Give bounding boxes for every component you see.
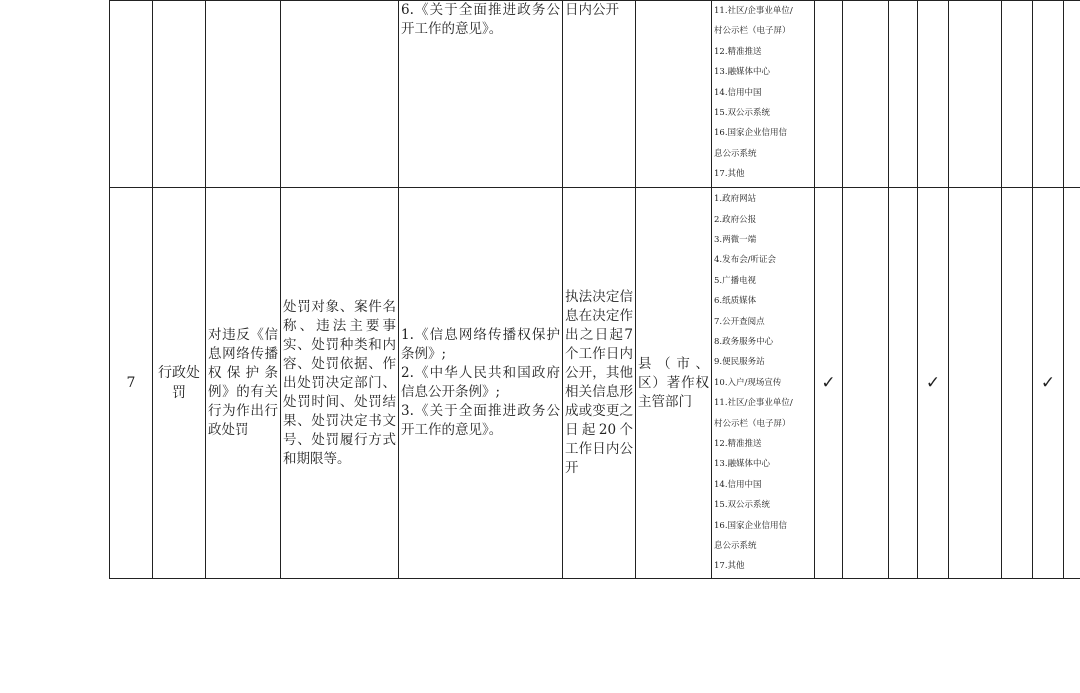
check-cell bbox=[1064, 188, 1080, 579]
basis-line: 3.《关于全面推进政务公开工作的意见》。 bbox=[401, 403, 560, 438]
channel-item: 16.国家企业信用信 bbox=[714, 128, 788, 139]
disclosure-table bbox=[109, 0, 1080, 579]
channel-item: 2.政府公报 bbox=[714, 214, 757, 225]
item-cell: 对违反《信息网络传播权保护条例》的有关行为作出行政处罚 bbox=[206, 188, 281, 579]
check-cell bbox=[1002, 1, 1033, 188]
check-cell bbox=[949, 1, 1002, 188]
basis-cell bbox=[399, 188, 563, 579]
check-cell bbox=[1033, 1, 1064, 188]
channel-item: 村公示栏（电子屏） bbox=[714, 418, 791, 429]
channel-item: 17.其他 bbox=[714, 561, 745, 572]
channel-item: 12.精准推送 bbox=[714, 46, 762, 57]
channel-item: 9.便民服务站 bbox=[714, 357, 765, 368]
table-row bbox=[110, 1, 1080, 188]
channel-item: 3.两微一端 bbox=[714, 234, 757, 245]
check-cell bbox=[889, 188, 918, 579]
content-cell: 处罚对象、案件名称、违法主要事实、处罚种类和内容、处罚依据、作出处罚决定部门、处罚时间、处罚结果、处罚决定书文号、处罚履行方式和期限等。 bbox=[281, 188, 399, 579]
channel-item: 4.发布会/听证会 bbox=[714, 255, 776, 266]
channel-item: 村公示栏（电子屏） bbox=[714, 26, 791, 37]
check-mark-icon: ✓ bbox=[815, 188, 843, 579]
check-cell bbox=[918, 1, 949, 188]
channel-item: 13.融媒体中心 bbox=[714, 67, 771, 78]
channel-item: 10.入户/现场宣传 bbox=[714, 377, 782, 388]
category-cell: 行政处罚 bbox=[153, 188, 206, 579]
check-cell bbox=[889, 1, 918, 188]
channel-item: 16.国家企业信用信 bbox=[714, 520, 788, 531]
channel-item: 17.其他 bbox=[714, 169, 745, 180]
check-cell bbox=[1002, 188, 1033, 579]
subject-cell bbox=[636, 1, 712, 188]
channel-item: 1.政府网站 bbox=[714, 194, 757, 205]
channel-cell bbox=[712, 188, 815, 579]
row-number: 7 bbox=[110, 188, 153, 579]
channel-item: 7.公开查阅点 bbox=[714, 316, 765, 327]
channel-item: 11.社区/企事业单位/ bbox=[714, 6, 793, 16]
row-number bbox=[110, 1, 153, 188]
channel-item: 14.信用中国 bbox=[714, 87, 762, 98]
category-cell bbox=[153, 1, 206, 188]
content-cell bbox=[281, 1, 399, 188]
channel-item: 息公示系统 bbox=[714, 148, 757, 159]
channel-item: 11.社区/企事业单位/ bbox=[714, 398, 793, 409]
check-cell bbox=[815, 1, 843, 188]
check-cell bbox=[843, 1, 889, 188]
check-cell bbox=[843, 188, 889, 579]
table-row bbox=[110, 188, 1080, 579]
channel-item: 13.融媒体中心 bbox=[714, 459, 771, 470]
channel-item: 14.信用中国 bbox=[714, 479, 762, 490]
channel-item: 12.精准推送 bbox=[714, 439, 762, 450]
basis-cell bbox=[399, 1, 563, 188]
basis-line: 2.《中华人民共和国政府信息公开条例》; bbox=[401, 365, 560, 400]
time-cell: 执法决定信息在决定作出之日起7个工作日内公开，其他相关信息形成或变更之日起20个工作日内公开 bbox=[563, 188, 636, 579]
item-cell bbox=[206, 1, 281, 188]
channel-item: 15.双公示系统 bbox=[714, 500, 771, 511]
check-cell bbox=[1064, 1, 1080, 188]
channel-cell bbox=[712, 1, 815, 188]
channel-item: 5.广播电视 bbox=[714, 275, 757, 286]
channel-item: 息公示系统 bbox=[714, 541, 757, 552]
check-mark-icon: ✓ bbox=[1033, 188, 1064, 579]
check-cell bbox=[949, 188, 1002, 579]
basis-line: 1.《信息网络传播权保护条例》; bbox=[401, 327, 560, 362]
channel-item: 15.双公示系统 bbox=[714, 108, 771, 119]
time-cell: 日内公开 bbox=[563, 1, 636, 188]
check-mark-icon: ✓ bbox=[918, 188, 949, 579]
channel-item: 6.纸质媒体 bbox=[714, 296, 757, 307]
subject-cell: 县（市、区）著作权主管部门 bbox=[636, 188, 712, 579]
basis-line: 6.《关于全面推进政务公开工作的意见》。 bbox=[401, 2, 560, 37]
channel-item: 8.政务服务中心 bbox=[714, 336, 774, 347]
